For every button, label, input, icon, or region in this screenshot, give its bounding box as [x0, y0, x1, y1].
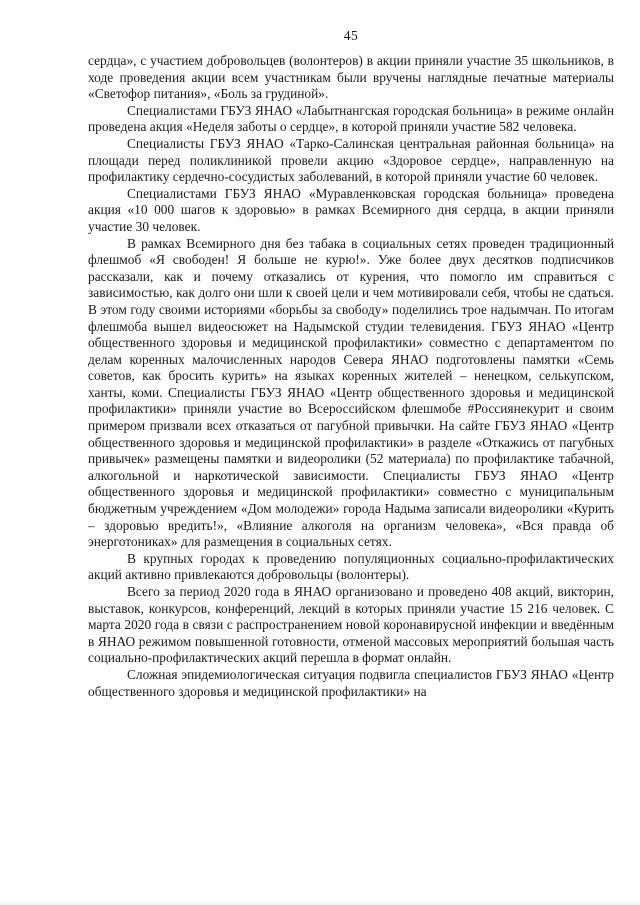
document-page — [88, 28, 614, 700]
page-number: 45 — [343, 28, 359, 43]
scan-bottom-edge — [0, 899, 640, 905]
paragraph-2020-summary: Всего за период 2020 года в ЯНАО организовано и проведено 408 акций, викторин, выставок, конкурсов, конференций, лекций в которых приняли участие 15 216 человек. С марта 2020 года в связи с распространением новой коронавирусной инфекции и введённым в ЯНАО режимом повышенной готовности, отменой массовых мероприятий большая часть социально-профилактических акций перешла в формат онлайн. — [88, 584, 614, 666]
paragraph-volunteers-cities: В крупных городах к проведению популяционных социально-профилактических акций активно привлекаются добровольцы (волонтеры). — [88, 550, 614, 583]
paragraph-tarko-sale-hospital: Специалисты ГБУЗ ЯНАО «Тарко-Салинская центральная районная больница» на площади перед поликлиникой провели акцию «Здоровое сердце», направленную на профилактику сердечно-сосудистых заболеваний, в которой приняли участие 60 человек. — [88, 135, 614, 185]
paragraph-labytnangi-hospital: Специалистами ГБУЗ ЯНАО «Лабытнангская городская больница» в режиме онлайн проведена акция «Неделя заботы о сердце», в которой приняли участие 582 человека. — [88, 102, 614, 135]
paragraph-heart-day-volunteers: сердца», с участием добровольцев (волонтеров) в акции приняли участие 35 школьников, в ходе проведения акции всем участникам были вручены наглядные печатные материалы «Светофор питания», «Боль за грудиной». — [88, 53, 614, 102]
paragraph-no-tobacco-day: В рамках Всемирного дня без табака в социальных сетях проведен традиционный флешмоб «Я свободен! Я больше не курю!». Уже более двух десятков подписчиков рассказали, как и почему отказались от курения, что помогло им справиться с зависимостью, как долго они шли к своей цели и чем мотивировали себя, чтобы не сдаться. В этом году своими историями «борьбы за свободу» поделились трое надымчан. По итогам флешмоба вышел видеосюжет на Надымской студии телевидения. ГБУЗ ЯНАО «Центр общественного здоровья и медицинской профилактики» совместно с департаментом по делам коренных малочисленных народов Севера ЯНАО подготовлены памятки «Семь советов, как бросить курить» на языках коренных жителей – ненецком, селькупском, ханты, коми. Специалисты ГБУЗ ЯНАО «Центр общественного здоровья и медицинской профилактики» приняли участие во Всероссийском флешмобе #Россиянекурит и своим примером призвали всех отказаться от пагубной привычки. На сайте ГБУЗ ЯНАО «Центр общественного здоровья и медицинской профилактики» в разделе «Откажись от пагубных привычек» размещены памятки и видеоролики (52 материала) по профилактике табачной, алкогольной и наркотической зависимости. Специалисты ГБУЗ ЯНАО «Центр общественного здоровья и медицинской профилактики» совместно с муниципальным бюджетным учреждением «Дом молодежи» города Надыма записали видеоролики «Курить – здоровью вредить!», «Влияние алкоголя на организм человека», «Вся правда об энерготониках» для размещения в социальных сетях. — [88, 235, 614, 550]
paragraph-muravlenko-hospital: Специалистами ГБУЗ ЯНАО «Муравленковская городская больница» проведена акция «10 000 шагов к здоровью» в рамках Всемирного дня сердца, в акции приняли участие 30 человек. — [88, 185, 614, 234]
paragraph-epidemiological-situation: Сложная эпидемиологическая ситуация подвигла специалистов ГБУЗ ЯНАО «Центр общественного здоровья и медицинской профилактики» на — [88, 666, 614, 699]
